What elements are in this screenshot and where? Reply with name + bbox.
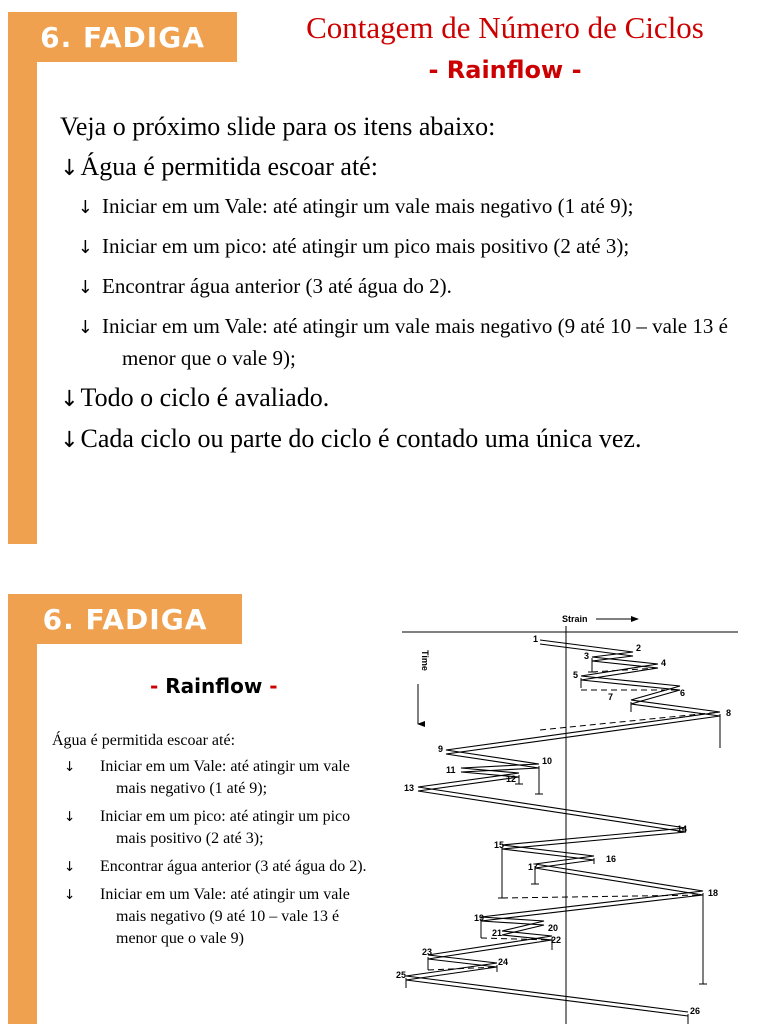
slide-2-accent-bar	[8, 594, 37, 1024]
point-label: 5	[573, 670, 579, 680]
point-label: 14	[677, 824, 688, 834]
slide-2-item-1-text: Iniciar em um Vale: até atingir um vale mais negativo (1 até 9);	[100, 758, 350, 797]
point-label: 15	[494, 840, 505, 850]
slide-1-header: 6. FADIGA	[8, 12, 237, 62]
point-label: 12	[506, 774, 517, 784]
rainflow-dash-left: -	[150, 674, 166, 698]
sub-item-4-text: Iniciar em um Vale: até atingir um vale mais negativo (9 até 10 – vale 13 é menor que o vale 9);	[102, 314, 728, 370]
point-label: 3	[584, 651, 590, 661]
slide-2	[0, 590, 768, 1024]
sub-item-1-text: Iniciar em um Vale: até atingir um vale mais negativo (1 até 9);	[102, 194, 634, 218]
slide-1-accent-bar	[8, 12, 37, 544]
point-label: 20	[548, 923, 559, 933]
point-label: 17	[528, 862, 539, 872]
slide-2-item-4: ↓ Iniciar em um Vale: até atingir um vale mais negativo (9 até 10 – vale 13 é menor que o vale 9)	[64, 886, 350, 947]
point-label: 4	[661, 658, 667, 668]
point-label: 25	[396, 970, 407, 980]
slide-2-item-4-text: Iniciar em um Vale: até atingir um vale mais negativo (9 até 10 – vale 13 é menor que o vale 9)	[100, 886, 350, 947]
slide-2-item-2-text: Iniciar em um pico: até atingir um pico mais positivo (2 até 3);	[100, 808, 351, 847]
point-label: 22	[551, 935, 562, 945]
rainflow-diagram	[398, 608, 742, 1024]
sub-item-4: ↓ Iniciar em um Vale: até atingir um vale mais negativo (9 até 10 – vale 13 é menor que o vale 9);	[78, 314, 728, 370]
point-label: 10	[542, 756, 553, 766]
point-label: 8	[726, 708, 732, 718]
rainflow-word: Rainflow	[165, 674, 263, 698]
load-history-line-shadow	[406, 644, 720, 1016]
point-label: 18	[708, 888, 719, 898]
point-label: 21	[492, 928, 503, 938]
slide-2-intro: Água é permitida escoar até:	[52, 732, 236, 749]
bullet-cycle-text: Todo o ciclo é avaliado.	[80, 383, 330, 412]
point-label: 9	[438, 744, 444, 754]
slide-1-title: Contagem de Número de Ciclos	[306, 10, 704, 45]
load-history-line	[406, 640, 720, 1012]
bullet-count	[60, 422, 750, 457]
point-label: 26	[690, 1006, 701, 1016]
sub-item-1: ↓ Iniciar em um Vale: até atingir um vale mais negativo (1 até 9);	[78, 194, 634, 218]
bullet-water	[60, 150, 750, 185]
sub-item-3-text: Encontrar água anterior (3 até água do 2).	[102, 274, 452, 298]
slide-2-content	[52, 730, 382, 956]
point-label: 16	[606, 854, 617, 864]
water-flow-dashes	[428, 668, 720, 970]
rainflow-dash-right: -	[262, 674, 278, 698]
down-arrow-icon: ↓	[60, 427, 79, 453]
bullet-count-text: Cada ciclo ou parte do ciclo é contado uma única vez.	[80, 424, 642, 453]
bullet-cycle	[60, 381, 750, 416]
sub-item-2: ↓ Iniciar em um pico: até atingir um pico mais positivo (2 até 3);	[78, 234, 630, 258]
strain-label: Strain	[562, 614, 588, 624]
point-label: 1	[533, 634, 539, 644]
point-label: 24	[498, 957, 509, 967]
slide-2-rainflow-title	[150, 674, 278, 698]
point-label: 11	[446, 765, 456, 775]
slide-2-item-1: ↓ Iniciar em um Vale: até atingir um vale mais negativo (1 até 9);	[64, 758, 350, 797]
slide-2-item-3: ↓ Encontrar água anterior (3 até água do 2).	[64, 858, 367, 875]
slide-2-item-3-text: Encontrar água anterior (3 até água do 2).	[100, 858, 367, 875]
slide-2-item-2: ↓ Iniciar em um pico: até atingir um pico mais positivo (2 até 3);	[64, 808, 351, 847]
bullet-water-text: Água é permitida escoar até:	[80, 152, 378, 181]
sub-item-3: ↓ Encontrar água anterior (3 até água do 2).	[78, 274, 452, 298]
slide-2-header: 6. FADIGA	[8, 594, 242, 644]
point-label: 2	[636, 643, 642, 653]
point-label: 13	[404, 783, 415, 793]
down-arrow-icon: ↓	[60, 386, 79, 412]
point-label: 23	[422, 947, 433, 957]
slide-1-content	[60, 110, 750, 463]
slide-1-subtitle: - Rainflow -	[428, 56, 582, 84]
time-label: Time	[420, 650, 430, 671]
slide-1-intro: Veja o próximo slide para os itens abaixo:	[60, 112, 496, 141]
point-label: 6	[680, 688, 686, 698]
point-label: 7	[608, 692, 614, 702]
point-label: 19	[474, 913, 485, 923]
down-arrow-icon: ↓	[60, 155, 79, 181]
sub-item-2-text: Iniciar em um pico: até atingir um pico mais positivo (2 até 3);	[102, 234, 630, 258]
